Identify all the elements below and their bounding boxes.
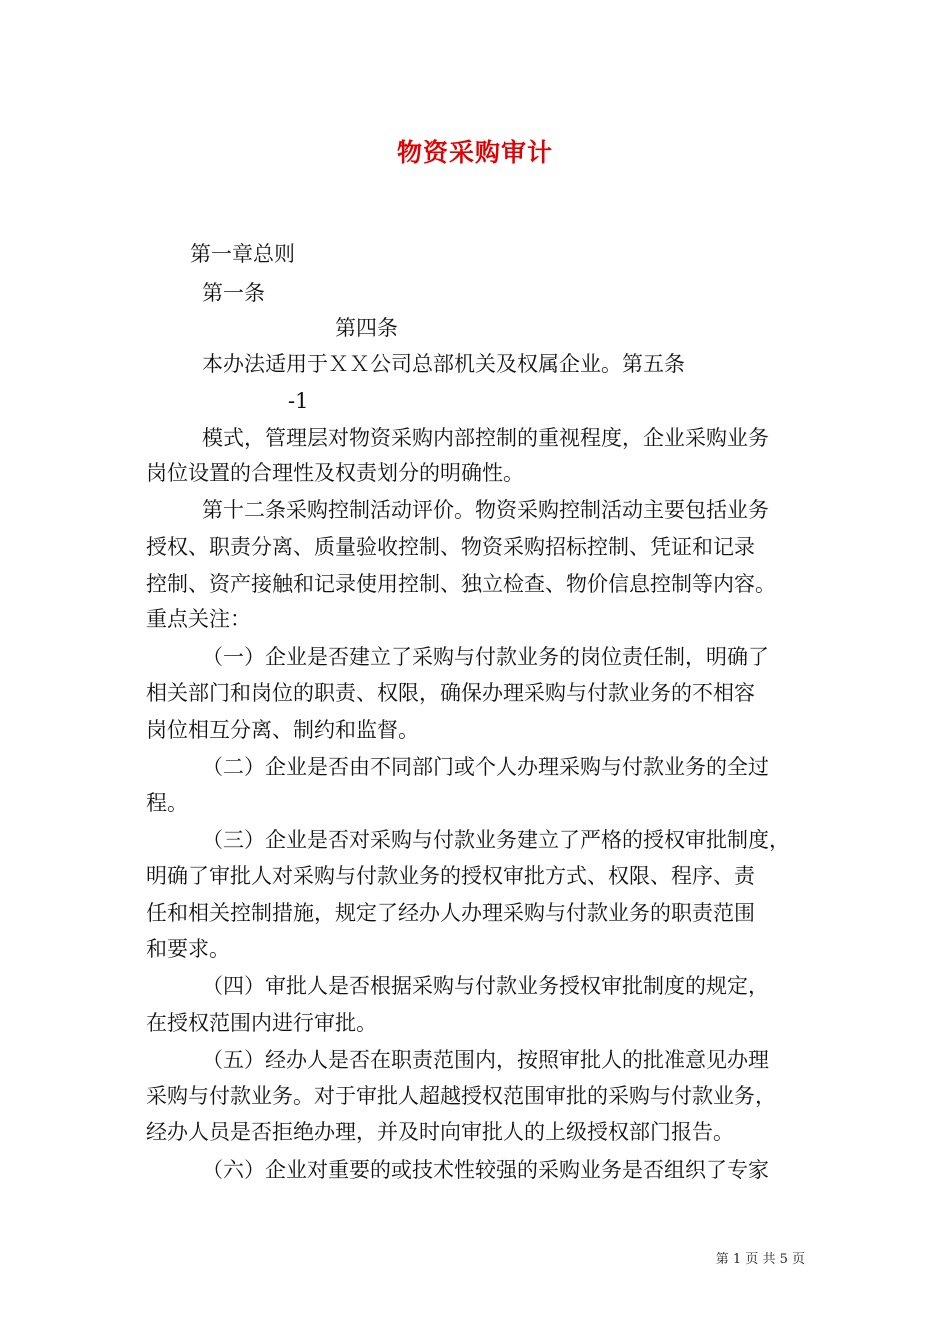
paragraph-line: 模式，管理层对物资采购内部控制的重视程度，企业采购业务 [202,426,769,450]
page-marker: -1 [288,389,309,413]
paragraph-line: 重点关注： [146,607,251,631]
paragraph-line: （三）企业是否对采购与付款业务建立了严格的授权审批制度， [202,828,790,852]
paragraph-line: 相关部门和岗位的职责、权限，确保办理采购与付款业务的不相容 [146,681,755,705]
paragraph-line: （六）企业对重要的或技术性较强的采购业务是否组织了专家 [202,1158,769,1182]
paragraph-line: 岗位设置的合理性及权责划分的明确性。 [146,461,524,485]
paragraph-line: 程。 [146,791,188,815]
paragraph-line: 第十二条采购控制活动评价。物资采购控制活动主要包括业务 [202,498,769,522]
paragraph-line: （四）审批人是否根据采购与付款业务授权审批制度的规定， [202,974,769,998]
paragraph-line: 控制、资产接触和记录使用控制、独立检查、物价信息控制等内容。 [146,572,776,596]
paragraph-line: （一）企业是否建立了采购与付款业务的岗位责任制，明确了 [202,645,769,669]
paragraph-line: （五）经办人是否在职责范围内，按照审批人的批准意见办理 [202,1048,769,1072]
chapter-heading: 第一章总则 [190,242,295,266]
page-number-footer: 第 1 页 共 5 页 [715,1252,805,1267]
paragraph-line: 和要求。 [146,937,230,961]
article-label: 第四条 [335,316,398,340]
paragraph-line: 采购与付款业务。对于审批人超越授权范围审批的采购与付款业务， [146,1084,776,1108]
paragraph-line: 明确了审批人对采购与付款业务的授权审批方式、权限、程序、责 [146,864,755,888]
paragraph-line: 岗位相互分离、制约和监督。 [146,718,419,742]
article-label: 第一条 [202,281,265,305]
paragraph-line: 在授权范围内进行审批。 [146,1011,377,1035]
paragraph-line: 本办法适用于ＸＸ公司总部机关及权属企业。第五条 [202,352,685,376]
paragraph-line: 授权、职责分离、质量验收控制、物资采购招标控制、凭证和记录 [146,535,755,559]
paragraph-line: （二）企业是否由不同部门或个人办理采购与付款业务的全过 [202,755,769,779]
paragraph-line: 任和相关控制措施，规定了经办人办理采购与付款业务的职责范围 [146,901,755,925]
paragraph-line: 经办人员是否拒绝办理，并及时向审批人的上级授权部门报告。 [146,1120,734,1144]
document-title: 物资采购审计 [396,138,553,167]
